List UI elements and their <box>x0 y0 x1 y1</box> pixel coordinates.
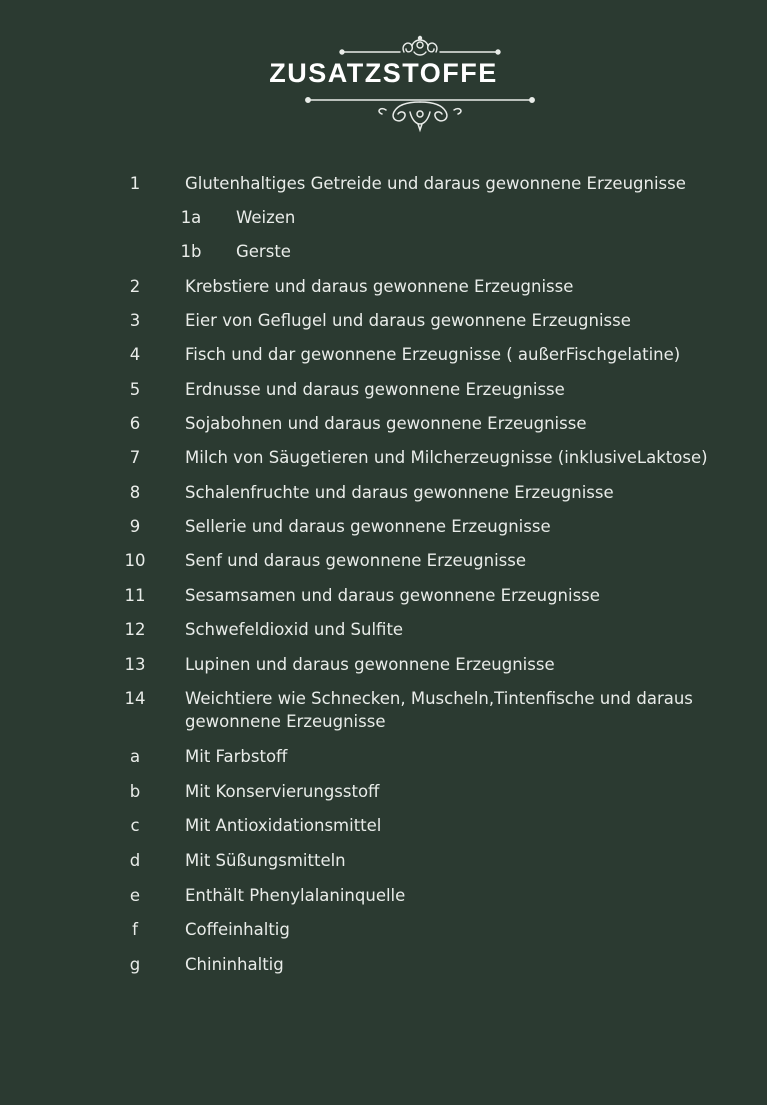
item-code: 6 <box>129 414 141 433</box>
ornament-bottom-icon <box>300 90 540 134</box>
item-description: Krebstiere und daraus gewonnene Erzeugnisse <box>185 277 574 296</box>
item-description: Weichtiere wie Schnecken, Muscheln,Tintenfische und daraus gewonnene Erzeugnisse <box>185 689 693 731</box>
item-description: Glutenhaltiges Getreide und daraus gewonnene Erzeugnisse <box>185 174 686 193</box>
item-code: 9 <box>129 517 141 536</box>
item-description: Mit Konservierungsstoff <box>185 782 380 801</box>
item-description: Schwefeldioxid und Sulfite <box>185 620 404 639</box>
item-description: Schalenfruchte und daraus gewonnene Erzeugnisse <box>185 483 614 502</box>
page-header <box>0 28 767 138</box>
item-code: 10 <box>124 551 146 570</box>
item-code: 13 <box>124 655 146 674</box>
item-description: Erdnusse und daraus gewonnene Erzeugnisse <box>185 380 565 399</box>
item-code: e <box>129 886 141 905</box>
item-code: 8 <box>129 483 141 502</box>
item-description: Gerste <box>236 242 291 261</box>
item-description: Sellerie und daraus gewonnene Erzeugnisse <box>185 517 551 536</box>
item-code: 7 <box>129 448 141 467</box>
item-code: 3 <box>129 311 141 330</box>
item-description: Mit Farbstoff <box>185 747 288 766</box>
item-description: Fisch und dar gewonnene Erzeugnisse ( außerFischgelatine) <box>185 345 681 364</box>
item-code: 5 <box>129 380 141 399</box>
item-code: 12 <box>124 620 146 639</box>
item-code: 14 <box>124 689 146 708</box>
item-description: Coffeinhaltig <box>185 920 290 939</box>
item-description: Eier von Geflugel und daraus gewonnene Erzeugnisse <box>185 311 631 330</box>
item-code: f <box>132 920 138 939</box>
item-code: g <box>129 955 141 974</box>
item-code: d <box>129 851 141 870</box>
item-code: 1a <box>180 208 202 227</box>
item-description: Senf und daraus gewonnene Erzeugnisse <box>185 551 527 570</box>
item-description: Mit Süßungsmitteln <box>185 851 346 870</box>
item-description: Enthält Phenylalaninquelle <box>185 886 406 905</box>
item-description: Chininhaltig <box>185 955 284 974</box>
item-code: 4 <box>129 345 141 364</box>
item-code: 1 <box>129 174 141 193</box>
item-code: 1b <box>180 242 202 261</box>
item-description: Sojabohnen und daraus gewonnene Erzeugnisse <box>185 414 587 433</box>
item-code: a <box>129 747 141 766</box>
item-description: Sesamsamen und daraus gewonnene Erzeugnisse <box>185 586 600 605</box>
item-description: Lupinen und daraus gewonnene Erzeugnisse <box>185 655 555 674</box>
item-code: b <box>129 782 141 801</box>
item-code: c <box>130 816 140 835</box>
item-description: Mit Antioxidationsmittel <box>185 816 382 835</box>
item-description: Weizen <box>236 208 296 227</box>
item-description: Milch von Säugetieren und Milcherzeugnisse (inklusiveLaktose) <box>185 448 708 467</box>
item-code: 11 <box>124 586 146 605</box>
item-code: 2 <box>129 277 141 296</box>
page-title: ZUSATZSTOFFE <box>269 58 498 88</box>
